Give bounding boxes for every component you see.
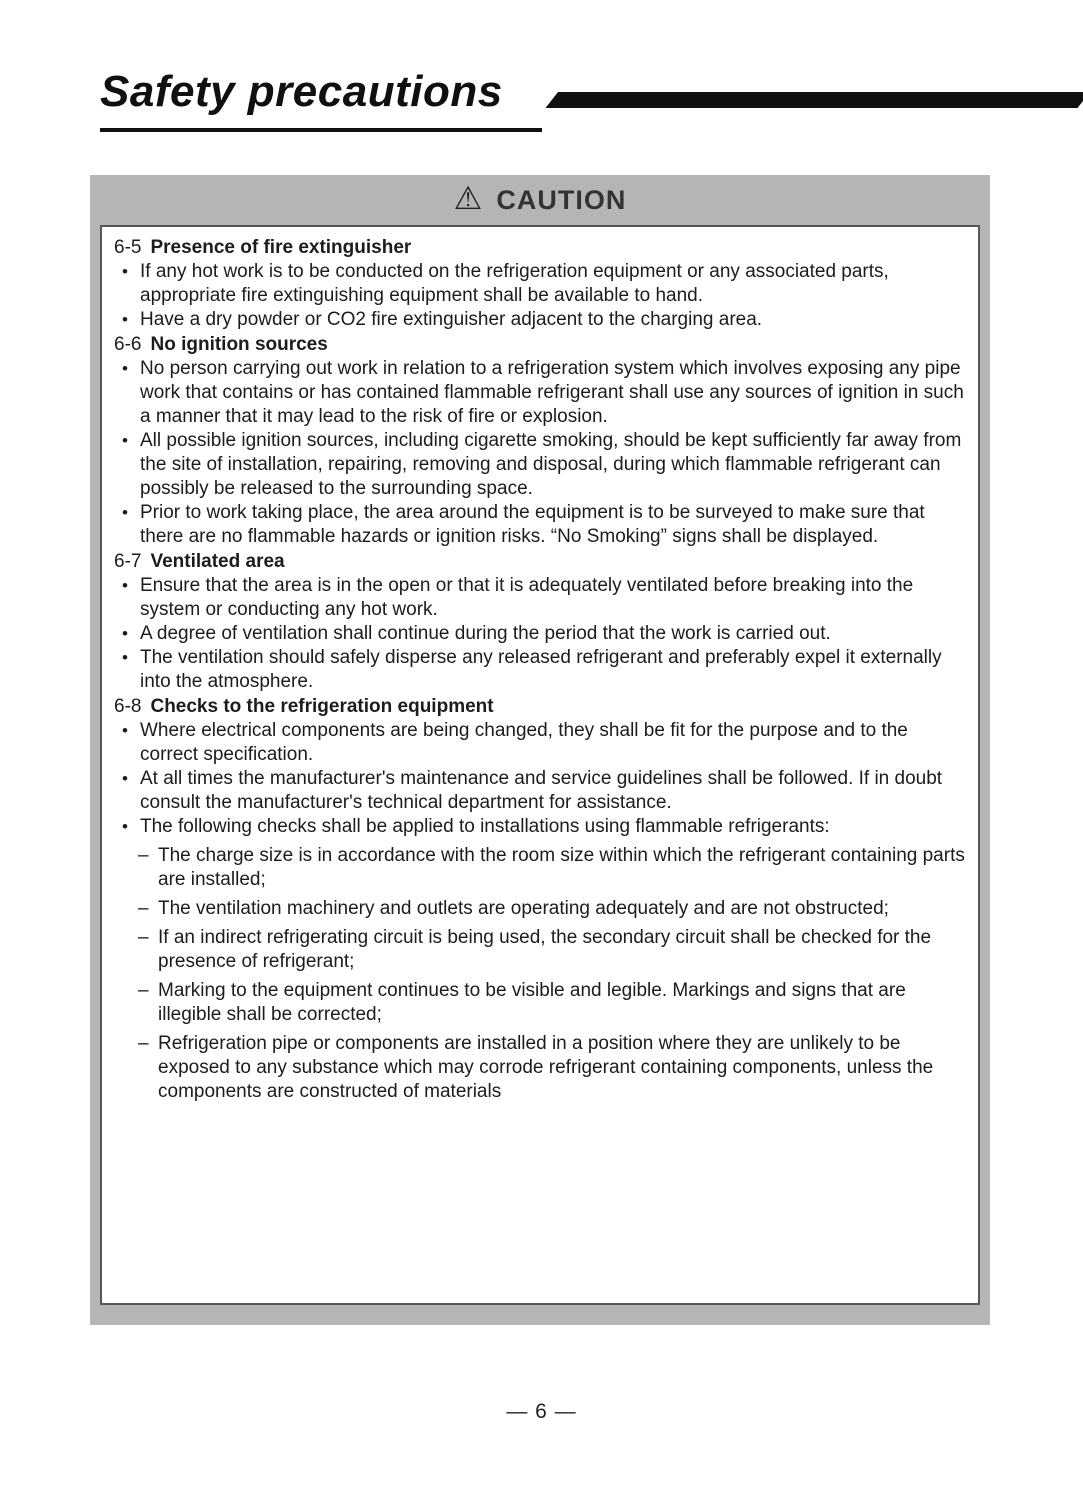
bullet-item <box>114 815 966 839</box>
warning-triangle-icon: ⚠ <box>453 180 483 216</box>
section-heading <box>114 333 966 357</box>
bullet-text: The following checks shall be applied to installations using flammable refrigerants: <box>140 816 830 837</box>
section-number: 6-6 <box>114 334 142 355</box>
dash-marker: – <box>138 980 149 1001</box>
section-title: Presence of fire extinguisher <box>150 237 412 258</box>
bullet-marker: • <box>122 648 128 667</box>
page-header <box>100 68 990 143</box>
section-6-5 <box>114 236 966 332</box>
caution-header <box>90 175 990 225</box>
section-title: No ignition sources <box>150 334 328 355</box>
dash-marker: – <box>138 898 149 919</box>
dash-text: The ventilation machinery and outlets are operating adequately and are not obstructed; <box>158 898 889 919</box>
dash-marker: – <box>138 1033 149 1054</box>
bullet-item <box>114 574 966 622</box>
dash-item <box>114 844 966 892</box>
bullet-item <box>114 501 966 549</box>
bullet-item <box>114 622 966 646</box>
bullet-marker: • <box>122 431 128 450</box>
bullet-marker: • <box>122 359 128 378</box>
dash-text: Marking to the equipment continues to be visible and legible. Markings and signs that are illegible shall be corrected; <box>158 980 906 1025</box>
section-title: Checks to the refrigeration equipment <box>150 696 494 717</box>
bullet-marker: • <box>122 817 128 836</box>
section-heading <box>114 236 966 260</box>
dash-item <box>114 1032 966 1104</box>
bullet-marker: • <box>122 503 128 522</box>
dash-marker: – <box>138 927 149 948</box>
caution-box <box>90 175 990 1325</box>
bullet-marker: • <box>122 721 128 740</box>
content-panel <box>100 225 980 1305</box>
dash-marker: – <box>138 845 149 866</box>
section-heading <box>114 695 966 719</box>
bullet-text: If any hot work is to be conducted on the refrigeration equipment or any associated parts, appropriate fire extinguishing equipment shall be available to hand. <box>140 261 889 306</box>
bullet-text: A degree of ventilation shall continue during the period that the work is carried out. <box>140 623 831 644</box>
bullet-text: Where electrical components are being changed, they shall be fit for the purpose and to the correct specification. <box>140 720 908 765</box>
dash-text: If an indirect refrigerating circuit is being used, the secondary circuit shall be checked for the presence of refrigerant; <box>158 927 932 972</box>
dash-item <box>114 926 966 974</box>
bullet-text: All possible ignition sources, including cigarette smoking, should be kept sufficiently far away from the site of installation, repairing, removing and disposal, during which flammable refrigerant can possibly be released to the surrounding space. <box>140 430 962 499</box>
page-title: Safety precautions <box>100 67 503 116</box>
bullet-text: Ensure that the area is in the open or that it is adequately ventilated before breaking into the system or conducting any hot work. <box>140 575 914 620</box>
bullet-item <box>114 767 966 815</box>
bullet-marker: • <box>122 262 128 281</box>
bullet-text: At all times the manufacturer's maintenance and service guidelines shall be followed. If in doubt consult the manufacturer's technical department for assistance. <box>140 768 943 813</box>
bullet-item <box>114 719 966 767</box>
title-underline-rule <box>100 128 542 132</box>
section-heading <box>114 550 966 574</box>
dash-text: Refrigeration pipe or components are installed in a position where they are unlikely to be exposed to any substance which may corrode refrigerant containing components, unless the components are constructed of materials <box>158 1033 934 1102</box>
bullet-item <box>114 357 966 429</box>
section-number: 6-5 <box>114 237 142 258</box>
section-6-7 <box>114 550 966 694</box>
dash-item <box>114 979 966 1027</box>
bullet-marker: • <box>122 624 128 643</box>
bullet-text: Prior to work taking place, the area around the equipment is to be surveyed to make sure that there are no flammable hazards or ignition risks. “No Smoking” signs shall be displayed. <box>140 502 925 547</box>
bullet-marker: • <box>122 769 128 788</box>
caution-label: CAUTION <box>496 184 627 215</box>
bullet-item <box>114 308 966 332</box>
section-number: 6-8 <box>114 696 142 717</box>
section-title: Ventilated area <box>150 551 285 572</box>
section-6-8 <box>114 695 966 1104</box>
bullet-text: No person carrying out work in relation to a refrigeration system which involves exposing any pipe work that contains or has contained flammable refrigerant shall use any sources of ignition in such a manner that it may lead to the risk of fire or explosion. <box>140 358 964 427</box>
bullet-text: Have a dry powder or CO2 fire extinguisher adjacent to the charging area. <box>140 309 763 330</box>
dash-item <box>114 897 966 921</box>
page-number: — 6 — <box>506 1400 577 1423</box>
bullet-text: The ventilation should safely disperse any released refrigerant and preferably expel it externally into the atmosphere. <box>140 647 942 692</box>
bullet-item <box>114 260 966 308</box>
section-number: 6-7 <box>114 551 142 572</box>
title-accent-bar <box>545 92 1083 108</box>
bullet-item <box>114 646 966 694</box>
dash-text: The charge size is in accordance with the room size within which the refrigerant containing parts are installed; <box>158 845 965 890</box>
bullet-marker: • <box>122 310 128 329</box>
section-6-6 <box>114 333 966 549</box>
bullet-marker: • <box>122 576 128 595</box>
bullet-item <box>114 429 966 501</box>
